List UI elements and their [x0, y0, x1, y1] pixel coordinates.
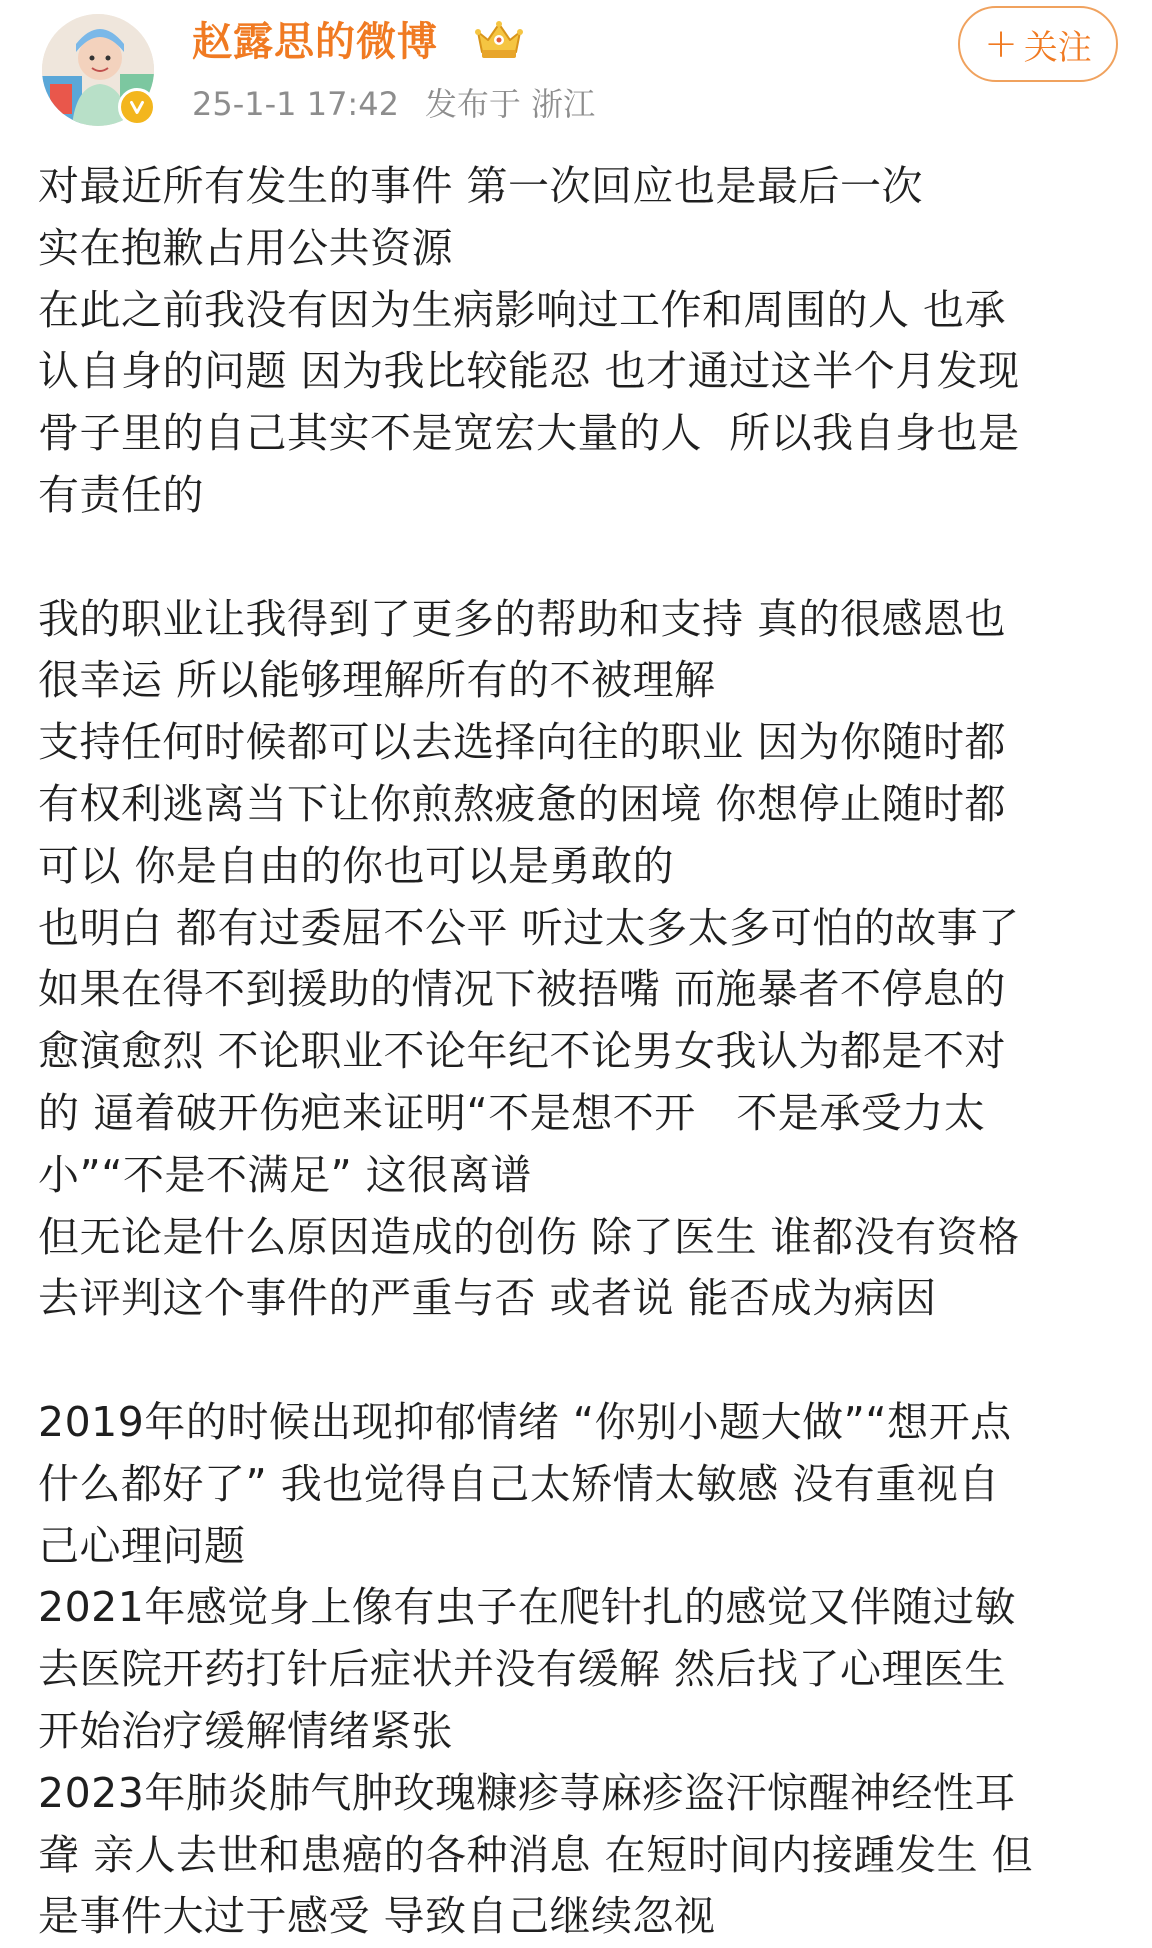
- post-line: 如果在得不到援助的情况下被捂嘴 而施暴者不停息的: [38, 965, 1007, 1014]
- post-line: 己心理问题: [38, 1521, 246, 1570]
- post-line: 可以 你是自由的你也可以是勇敢的: [38, 841, 675, 890]
- follow-button[interactable]: [958, 6, 1118, 82]
- post-body: [38, 156, 1118, 1948]
- post-line: 但无论是什么原因造成的创伤 除了医生 谁都没有资格: [38, 1212, 1020, 1261]
- post-line: 实在抱歉占用公共资源: [38, 223, 453, 272]
- post-line: 愈演愈烈 不论职业不论年纪不论男女我认为都是不对: [38, 1027, 1007, 1076]
- post-line: 支持任何时候都可以去选择向往的职业 因为你随时都: [38, 718, 1007, 767]
- post-timestamp: 25-1-1 17:42: [192, 85, 399, 123]
- post-line: 的 逼着破开伤疤来证明“不是想不开 不是承受力太: [38, 1088, 986, 1137]
- plus-icon: +: [984, 21, 1018, 67]
- verified-badge-icon: [118, 88, 156, 126]
- vip-crown-icon[interactable]: [472, 18, 526, 62]
- post-line: 去评判这个事件的严重与否 或者说 能否成为病因: [38, 1274, 937, 1323]
- post-line: 小”“不是不满足” 这很离谱: [38, 1150, 532, 1199]
- post-location: 发布于 浙江: [424, 85, 596, 123]
- post-line: 认自身的问题 因为我比较能忍 也才通过这半个月发现: [38, 347, 1020, 396]
- post-line: 我的职业让我得到了更多的帮助和支持 真的很感恩也: [38, 594, 1007, 643]
- post-line: 什么都好了” 我也觉得自己太矫情太敏感 没有重视自: [38, 1459, 1000, 1508]
- follow-button-label: 关注: [1023, 27, 1092, 68]
- post-line: 有权利逃离当下让你煎熬疲惫的困境 你想停止随时都: [38, 779, 1007, 828]
- post-line: 开始治疗缓解情绪紧张: [38, 1706, 453, 1755]
- post-line: 2023年肺炎肺气肿玫瑰糠疹荨麻疹盗汗惊醒神经性耳: [38, 1768, 1016, 1817]
- post-line: 有责任的: [38, 470, 204, 519]
- post-line: 很幸运 所以能够理解所有的不被理解: [38, 656, 716, 705]
- user-name[interactable]: 赵露思的微博: [192, 19, 438, 65]
- post-line: 聋 亲人去世和患癌的各种消息 在短时间内接踵发生 但: [38, 1830, 1034, 1879]
- post-line: 对最近所有发生的事件 第一次回应也是最后一次: [38, 162, 924, 210]
- post-line: [38, 527, 1118, 589]
- post-line: [38, 1330, 1118, 1392]
- post-meta: [192, 80, 621, 128]
- post-line: 去医院开药打针后症状并没有缓解 然后找了心理医生: [38, 1645, 1007, 1694]
- post-line: 2021年感觉身上像有虫子在爬针扎的感觉又伴随过敏: [38, 1583, 1016, 1632]
- post-line: 在此之前我没有因为生病影响过工作和周围的人 也承: [38, 285, 1007, 334]
- post-header: [0, 0, 1152, 128]
- post-line: 是事件大过于感受 导致自己继续忽视: [38, 1892, 716, 1941]
- post-line: 也明白 都有过委屈不公平 听过太多太多可怕的故事了: [38, 903, 1020, 952]
- post-line: 2019年的时候出现抑郁情绪 “你别小题大做”“想开点: [38, 1397, 1012, 1446]
- post-line: 骨子里的自己其实不是宽宏大量的人 所以我自身也是: [38, 409, 1020, 458]
